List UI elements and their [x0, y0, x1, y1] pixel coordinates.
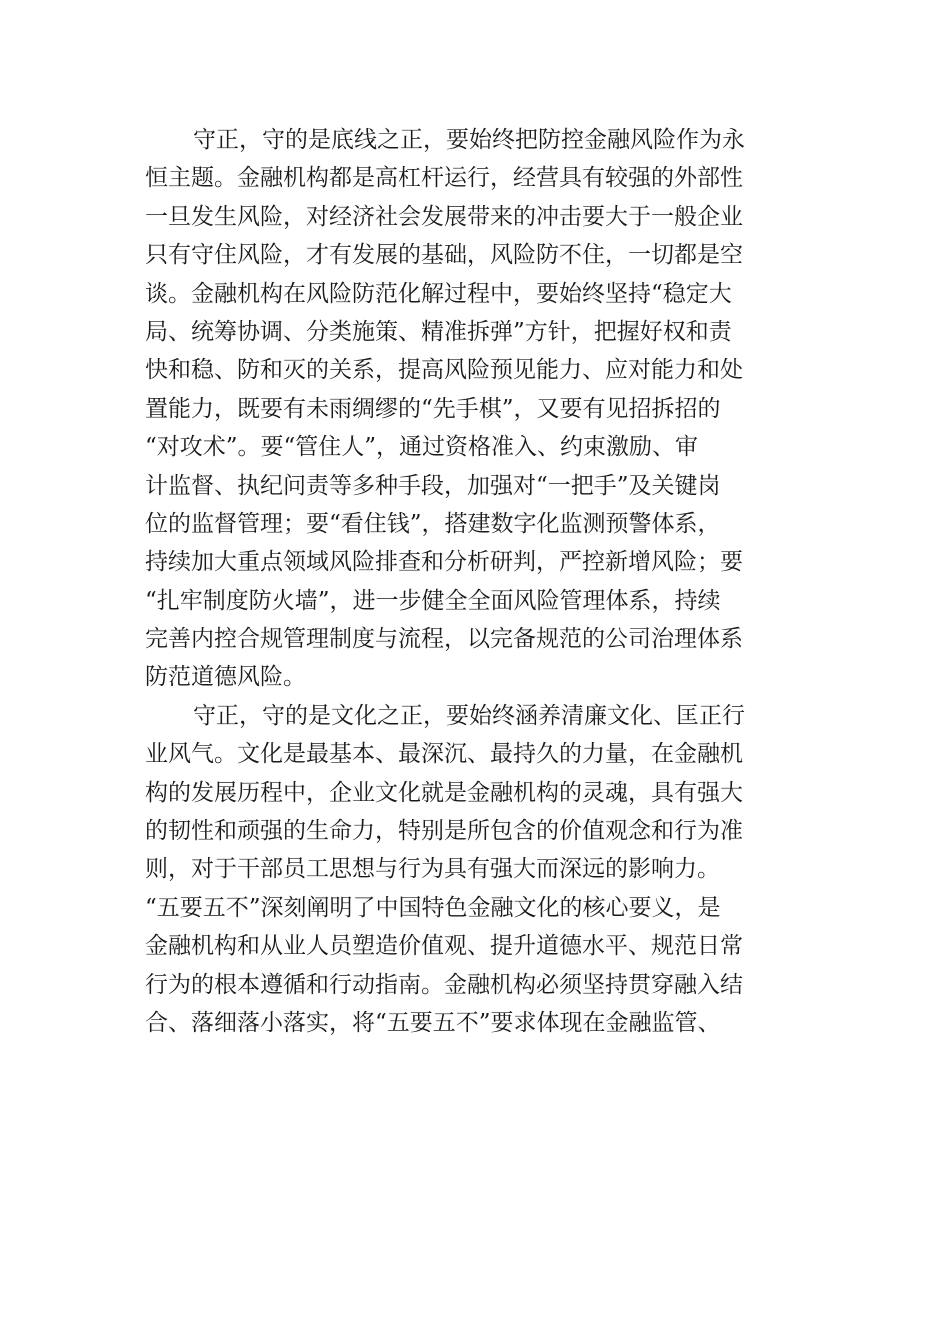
paragraph-line: 行为的根本遵循和行动指南。金融机构必须坚持贯穿融入结 [145, 971, 743, 998]
paragraph-risk-control [145, 121, 825, 697]
paragraph-line: “五要五不”深刻阐明了中国特色金融文化的核心要义，是 [145, 894, 721, 921]
paragraph-line: 构的发展历程中，企业文化就是金融机构的灵魂，具有强大 [145, 779, 743, 806]
paragraph-line: 守正，守的是文化之正，要始终涵养清廉文化、匡正行 [193, 702, 745, 729]
paragraph-line: 局、统筹协调、分类施策、精准拆弹”方针，把握好权和责 [145, 318, 732, 345]
paragraph-line: “扎牢制度防火墙”，进一步健全全面风险管理体系，持续 [145, 587, 721, 614]
paragraph-line: 完善内控合规管理制度与流程，以完备规范的公司治理体系 [145, 626, 743, 653]
paragraph-line: 置能力，既要有未雨绸缪的“先手棋”，又要有见招拆招的 [145, 395, 721, 422]
paragraph-line: “对攻术”。要“管住人”，通过资格准入、约束激励、审 [145, 434, 699, 461]
paragraph-line: 金融机构和从业人员塑造价值观、提升道德水平、规范日常 [145, 933, 743, 960]
paragraph-line: 快和稳、防和灭的关系，提高风险预见能力、应对能力和处 [145, 357, 743, 384]
paragraph-culture [145, 697, 825, 1043]
paragraph-line: 则，对于干部员工思想与行为具有强大而深远的影响力。 [145, 856, 720, 883]
paragraph-line: 谈。金融机构在风险防范化解过程中，要始终坚持“稳定大 [145, 280, 732, 307]
document-body [145, 121, 825, 1042]
paragraph-line: 恒主题。金融机构都是高杠杆运行，经营具有较强的外部性 [145, 165, 743, 192]
paragraph-line: 只有守住风险，才有发展的基础，风险防不住，一切都是空 [145, 242, 743, 269]
paragraph-line: 一旦发生风险，对经济社会发展带来的冲击要大于一般企业 [145, 203, 743, 230]
paragraph-line: 位的监督管理；要“看住钱”，搭建数字化监测预警体系， [145, 510, 721, 537]
paragraph-line: 计监督、执纪问责等多种手段，加强对“一把手”及关键岗 [145, 472, 721, 499]
paragraph-line: 业风气。文化是最基本、最深沉、最持久的力量，在金融机 [145, 741, 743, 768]
paragraph-line: 守正，守的是底线之正，要始终把防控金融风险作为永 [193, 127, 745, 153]
paragraph-line: 防范道德风险。 [145, 664, 306, 691]
paragraph-line: 的韧性和顽强的生命力，特别是所包含的价值观念和行为准 [145, 818, 743, 845]
paragraph-line: 合、落细落小落实，将“五要五不”要求体现在金融监管、 [145, 1009, 721, 1036]
paragraph-line: 持续加大重点领域风险排查和分析研判，严控新增风险；要 [145, 549, 743, 576]
